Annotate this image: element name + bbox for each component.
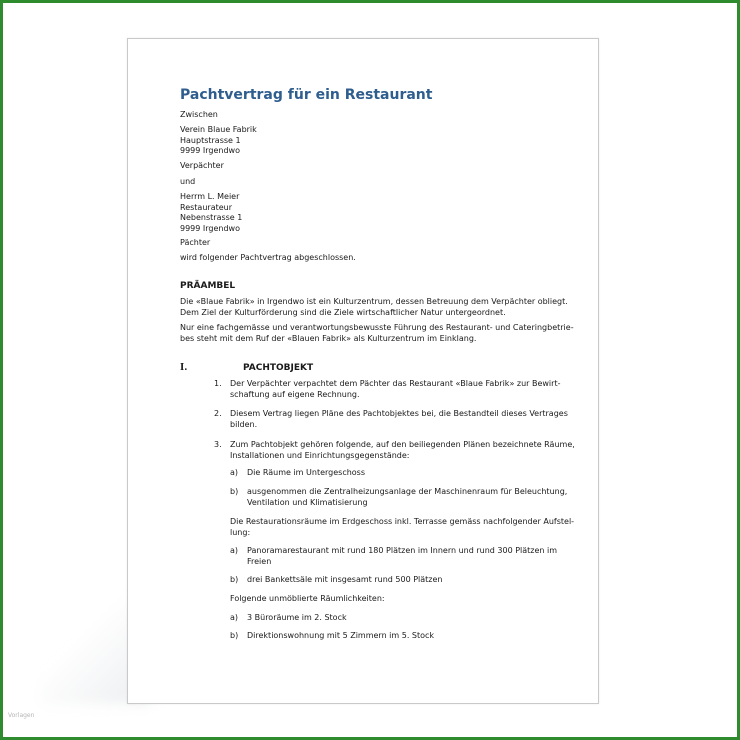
sub1-a-letter: a) [230, 468, 239, 477]
lessee-role: Pächter [180, 238, 211, 247]
lessee-street: Nebenstrasse 1 [180, 213, 243, 222]
section-numeral: I. [180, 363, 188, 373]
preamble-p1-line2: Dem Ziel der Kulturförderung sind die Ziele wirtschaftlicher Natur untergeordnet. [180, 307, 506, 317]
preamble-p1-line1: Die «Blaue Fabrik» in Irgendwo ist ein Kulturzentrum, dessen Betreuung dem Verpächter obliegt. [180, 297, 568, 306]
item1-line1: Der Verpächter verpachtet dem Pächter das Restaurant «Blaue Fabrik» zur Bewirt- [230, 379, 561, 388]
sub2-b-text: drei Bankettsäle mit insgesamt rund 500 Plätzen [247, 575, 443, 584]
document-page [127, 38, 599, 704]
item1-number: 1. [214, 379, 222, 388]
sub3-b-text: Direktionswohnung mit 5 Zimmern im 5. Stock [247, 631, 435, 640]
and-text: und [180, 177, 196, 186]
lessee-name: Herrm L. Meier [180, 192, 240, 201]
unfurnished-text: Folgende unmöblierte Räumlichkeiten: [230, 594, 385, 603]
lessor-name: Verein Blaue Fabrik [180, 125, 257, 134]
concluded-text: wird folgender Pachtvertrag abgeschlossen. [180, 253, 356, 262]
item2-line2: bilden. [230, 419, 258, 429]
sub2-b-letter: b) [230, 575, 239, 584]
watermark-text: Vorlagen [8, 712, 35, 719]
lessor-street: Hauptstrasse 1 [180, 135, 241, 145]
between-text: Zwischen [180, 110, 218, 119]
sub2-a-letter: a) [230, 546, 239, 555]
preamble-heading: PRÄAMBEL [180, 281, 236, 291]
lessor-role: Verpächter [180, 161, 224, 170]
sub3-b-letter: b) [230, 631, 239, 640]
item1-line2: schaftung auf eigene Rechnung. [230, 389, 360, 399]
lessee-city: 9999 Irgendwo [180, 223, 240, 233]
ground-floor-line2: lung: [230, 527, 251, 537]
sub1-a-text: Die Räume im Untergeschoss [247, 468, 366, 477]
sub2-a-line2: Freien [247, 556, 272, 566]
item3-number: 3. [214, 440, 222, 449]
ground-floor-line1: Die Restaurationsräume im Erdgeschoss inkl. Terrasse gemäss nachfolgender Aufstel- [230, 517, 575, 526]
sub1-b-line2: Ventilation und Klimatisierung [247, 497, 368, 507]
item3-line1: Zum Pachtobjekt gehören folgende, auf den beiliegenden Plänen bezeichnete Räume, [230, 440, 575, 449]
lessor-city: 9999 Irgendwo [180, 146, 240, 155]
preamble-p2-line1: Nur eine fachgemässe und verantwortungsbewusste Führung des Restaurant- und Cateringbetrie- [180, 323, 574, 332]
preamble-p2-line2: bes steht mit dem Ruf der «Blauen Fabrik» als Kulturzentrum im Einklang. [180, 333, 477, 343]
item2-number: 2. [214, 409, 222, 418]
sub1-b-line1: ausgenommen die Zentralheizungsanlage der Maschinenraum für Beleuchtung, [247, 487, 568, 496]
sub1-b-letter: b) [230, 487, 239, 496]
item2-line1: Diesem Vertrag liegen Pläne des Pachtobjektes bei, die Bestandteil dieses Vertrages [230, 409, 568, 418]
sub3-a-text: 3 Büroräume im 2. Stock [247, 613, 347, 622]
sub3-a-letter: a) [230, 613, 239, 622]
sub2-a-line1: Panoramarestaurant mit rund 180 Plätzen im Innern und rund 300 Plätzen im [247, 546, 558, 555]
section-heading: PACHTOBJEKT [243, 363, 314, 373]
lessee-profession: Restaurateur [180, 202, 233, 212]
document-title: Pachtvertrag für ein Restaurant [180, 87, 433, 103]
item3-line2: Installationen und Einrichtungsgegenstände: [230, 450, 410, 460]
